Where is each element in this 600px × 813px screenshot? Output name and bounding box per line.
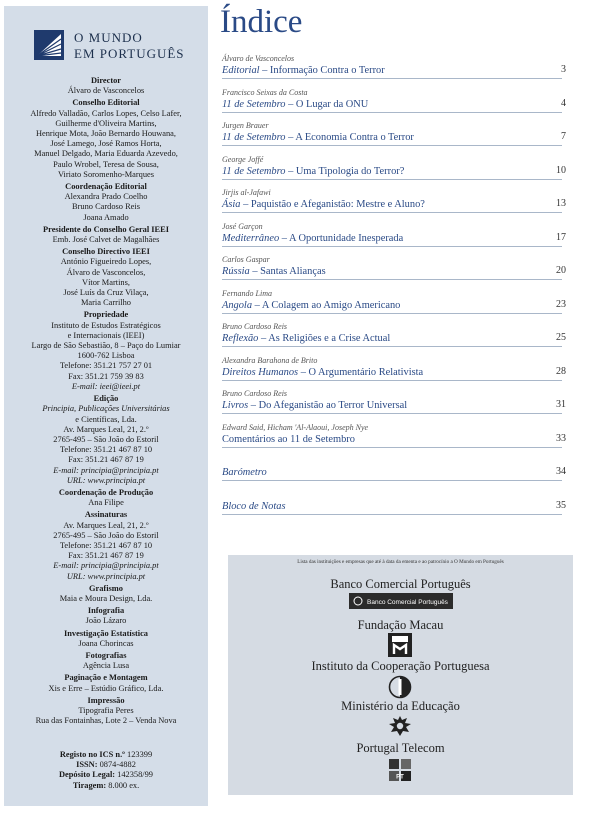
staff-section <box>4 182 208 223</box>
staff-line: Álvaro de Vasconcelos, <box>66 267 146 277</box>
staff-section-title: Infografia <box>87 606 125 616</box>
toc-entry[interactable] <box>222 155 570 189</box>
toc-title-line: Ásia – Paquistão e Afeganistão: Mestre e Aluno? <box>222 199 425 210</box>
toc-article-title: O Argumentário Relativista <box>308 366 424 378</box>
staff-line: Telefone: 351.21 757 27 01 <box>59 361 153 371</box>
staff-section-title: Investigação Estatística <box>64 628 148 638</box>
toc-page-number: 31 <box>556 399 566 410</box>
toc-section: Editorial <box>222 65 260 76</box>
staff-line: Telefone: 351.21 467 87 10 <box>59 445 153 455</box>
staff-line: Bruno Cardoso Reis <box>72 202 140 212</box>
staff-section-title: Coordenação Editorial <box>65 182 147 192</box>
staff-section-title: Fotografias <box>85 650 127 660</box>
staff-line: URL: www.principia.pt <box>66 475 146 485</box>
logo-line-2: EM PORTUGUÊS <box>74 46 185 61</box>
staff-section <box>4 510 208 581</box>
staff-line: Tipografia Peres <box>78 705 134 715</box>
toc-entry[interactable] <box>222 88 570 122</box>
staff-section <box>4 696 208 727</box>
toc-page-number: 33 <box>556 432 566 444</box>
toc-divider <box>222 279 562 280</box>
staff-section-title: Director <box>90 76 122 85</box>
globe-logo-icon <box>34 30 64 60</box>
toc-article-title: Paquistão e Afeganistão: Mestre e Aluno? <box>250 199 425 210</box>
toc-title-line: 11 de Setembro – O Lugar da ONU <box>222 98 369 110</box>
toc-title-line: Livros – Do Afeganistão ao Terror Universal <box>222 400 408 411</box>
toc-title-line: Angola – A Colagem ao Amigo Americano <box>222 299 401 311</box>
staff-line: Alfredo Valladão, Carlos Lopes, Celso Lafer, <box>30 108 182 118</box>
logo-line-1: O MUNDO <box>74 30 143 45</box>
toc-page-number: 13 <box>556 198 566 209</box>
toc-divider <box>222 480 562 481</box>
toc-author: Jurgen Brauer <box>222 121 269 130</box>
toc-author: José Garçon <box>222 221 263 231</box>
toc-author: Alexandra Barahona de Brito <box>222 355 318 365</box>
toc-page-number: 10 <box>556 164 566 176</box>
staff-line: Álvaro de Vasconcelos <box>67 86 145 96</box>
toc-article-title: A Economia Contra o Terror <box>295 132 414 143</box>
sponsor-bcp: Banco Comercial Português <box>330 577 471 591</box>
staff-list <box>4 76 208 728</box>
toc-entry[interactable] <box>222 322 570 356</box>
toc-divider <box>222 179 562 180</box>
staff-line: 2765-495 – São João do Estoril <box>53 434 159 444</box>
toc-divider <box>222 145 562 146</box>
staff-section <box>4 225 208 245</box>
staff-line: Principia, Publicações Universitárias <box>42 404 170 414</box>
staff-line: Fax: 351.21 759 39 83 <box>68 371 144 381</box>
sponsor-fundacao-macau: Fundação Macau <box>357 618 444 632</box>
portugal-telecom-logo-icon <box>389 759 411 786</box>
toc-page-number: 4 <box>561 97 566 109</box>
registration-info <box>4 750 208 791</box>
toc-section: Barómetro <box>222 467 267 478</box>
staff-line: Viriato Soromenho-Marques <box>57 169 155 179</box>
toc-author: Bruno Cardoso Reis <box>222 322 288 331</box>
sponsor-ministerio-educacao: Ministério da Educação <box>341 699 460 713</box>
bcp-logo-text: Banco Comercial Português <box>367 599 448 606</box>
toc-divider <box>222 514 562 515</box>
toc-entry[interactable] <box>222 188 570 222</box>
staff-section-title: Impressão <box>87 695 125 705</box>
registration-label: ISSN: <box>76 760 98 770</box>
sponsors-intro: Lista das instituições e empresas que até à data da ementa e ao patrocínio a O Mundo em Português <box>297 559 504 565</box>
staff-line: José Luís da Cruz Vilaça, <box>63 288 149 298</box>
staff-line: E-mail: principia@principia.pt <box>53 561 159 571</box>
toc-entry[interactable] <box>222 356 570 390</box>
registration-label: Tiragem: <box>72 780 107 790</box>
toc-article-title: Do Afeganistão ao Terror Universal <box>258 400 408 411</box>
registration-label: Registo no ICS n.º <box>59 750 125 759</box>
toc-entry[interactable] <box>222 389 570 423</box>
toc-entry[interactable] <box>222 456 570 490</box>
toc-divider <box>222 380 562 381</box>
toc-title-line <box>222 434 355 445</box>
staff-line: José Lamego, José Ramos Horta, <box>50 139 162 149</box>
staff-section-title: Presidente do Conselho Geral IEEI <box>43 224 169 234</box>
staff-section-title: Edição <box>93 394 119 404</box>
registration-value: 142358/99 <box>117 770 153 780</box>
staff-line: URL: www.principia.pt <box>66 571 146 581</box>
staff-line: Manuel Delgado, Maria Eduarda Azevedo, <box>34 149 178 159</box>
toc-article-title: Comentários ao 11 de Setembro <box>222 433 355 445</box>
staff-section-title: Assinaturas <box>84 510 128 520</box>
staff-line: Av. Marques Leal, 21, 2.º <box>63 424 149 434</box>
toc-title-line: Mediterrâneo – A Oportunidade Inesperada <box>222 232 404 244</box>
toc-author: George Joffé <box>222 154 264 164</box>
toc-page-number: 23 <box>556 298 566 310</box>
toc-section: Livros <box>222 400 249 411</box>
toc-article-title: Informação Contra o Terror <box>269 65 385 76</box>
toc-section: Bloco de Notas <box>222 500 286 512</box>
staff-line: E-mail: ieei@ieei.pt <box>71 381 141 391</box>
staff-section <box>4 651 208 671</box>
toc-section: 11 de Setembro <box>222 132 286 143</box>
staff-section-title: Propriedade <box>83 310 129 320</box>
toc-article-title: Santas Alianças <box>260 266 326 277</box>
toc-title-line: Direitos Humanos – O Argumentário Relativista <box>222 366 424 378</box>
table-of-contents <box>222 54 570 523</box>
staff-line: Emb. José Calvet de Magalhães <box>52 235 160 245</box>
sponsors-box <box>228 555 573 795</box>
sponsor-icp: Instituto da Cooperação Portuguesa <box>311 659 490 673</box>
toc-article-title: Uma Tipologia do Terror? <box>295 165 405 177</box>
toc-entry[interactable] <box>222 289 570 323</box>
staff-section <box>4 310 208 392</box>
toc-section: Angola <box>222 299 253 311</box>
registration-value: 8.000 ex. <box>108 780 140 790</box>
sponsor-portugal-telecom: Portugal Telecom <box>356 741 445 755</box>
staff-section <box>4 247 208 308</box>
toc-title-line <box>222 467 267 478</box>
staff-line: Telefone: 351.21 467 87 10 <box>59 540 153 550</box>
toc-divider <box>222 246 562 247</box>
toc-entry[interactable] <box>222 490 570 524</box>
toc-title-line: Reflexão – As Religiões e a Crise Actual <box>222 333 391 344</box>
staff-line: e Internacionais (IEEI) <box>67 330 145 340</box>
index-title: Índice <box>220 4 303 40</box>
staff-line: Xis e Erre – Estúdio Gráfico, Lda. <box>48 683 164 693</box>
toc-title-line: Editorial – Informação Contra o Terror <box>222 65 385 76</box>
staff-section <box>4 629 208 649</box>
toc-author: Francisco Seixas da Costa <box>222 87 308 97</box>
staff-line: Ana Filipe <box>88 498 124 508</box>
toc-author: Carlos Gaspar <box>222 255 270 264</box>
staff-section-title: Paginação e Montagem <box>64 673 148 683</box>
bcp-logo <box>349 593 453 614</box>
staff-section <box>4 606 208 626</box>
staff-line: Guilherme d'Oliveira Martins, <box>55 118 157 128</box>
toc-divider <box>222 313 562 314</box>
toc-article-title: O Lugar da ONU <box>295 98 369 110</box>
staff-line: Vítor Martins, <box>82 277 130 287</box>
toc-page-number: 34 <box>556 466 566 477</box>
staff-line: Alexandra Prado Coelho <box>64 192 148 202</box>
toc-title-line: 11 de Setembro – Uma Tipologia do Terror? <box>222 165 405 177</box>
toc-page-number: 20 <box>556 265 566 276</box>
toc-divider <box>222 413 562 414</box>
staff-section <box>4 394 208 486</box>
toc-section: Mediterrâneo <box>222 232 280 244</box>
staff-section <box>4 76 208 96</box>
staff-line: Av. Marques Leal, 21, 2.º <box>63 520 149 530</box>
toc-divider <box>222 346 562 347</box>
staff-line: Rua das Fontainhas, Lote 2 – Venda Nova <box>35 716 177 726</box>
toc-page-number: 17 <box>556 231 566 243</box>
registration-label: Depósito Legal: <box>59 770 116 780</box>
toc-article-title: As Religiões e a Crise Actual <box>268 333 391 344</box>
staff-line: António Figueiredo Lopes, <box>60 257 152 267</box>
staff-line: Paulo Wrobel, Teresa de Sousa, <box>53 159 159 169</box>
toc-title-line: 11 de Setembro – A Economia Contra o Terror <box>222 132 414 143</box>
toc-page-number: 25 <box>556 332 566 343</box>
staff-line: Fax: 351.21 467 87 19 <box>68 551 144 561</box>
toc-author: Fernando Lima <box>222 288 272 298</box>
staff-line: e Científicas, Lda. <box>75 414 137 424</box>
toc-article-title: A Colagem ao Amigo Americano <box>261 299 401 311</box>
staff-line: Maria Carrilho <box>80 298 131 308</box>
registration-line <box>4 781 208 791</box>
registration-value: 0874-4882 <box>99 760 136 770</box>
staff-section <box>4 488 208 508</box>
toc-page-number: 28 <box>556 365 566 377</box>
staff-line: Joana Amado <box>83 212 129 222</box>
staff-section <box>4 584 208 604</box>
staff-section-title: Conselho Editorial <box>72 98 140 108</box>
staff-section-title: Grafismo <box>89 583 123 593</box>
toc-section: Rússia <box>222 266 250 277</box>
toc-divider <box>222 112 562 113</box>
registration-line <box>4 770 208 780</box>
staff-section <box>4 673 208 693</box>
toc-section: 11 de Setembro <box>222 165 286 177</box>
toc-article-title: A Oportunidade Inesperada <box>288 232 404 244</box>
pt-logo-text: PT <box>396 774 404 781</box>
fundacao-macau-logo-icon <box>388 633 412 662</box>
toc-entry[interactable] <box>222 255 570 289</box>
toc-page-number: 7 <box>561 131 566 142</box>
staff-line: E-mail: principia@principia.pt <box>53 465 159 475</box>
ministerio-educacao-crest-icon <box>386 714 414 743</box>
toc-section: 11 de Setembro <box>222 98 286 110</box>
magazine-logo <box>34 28 214 64</box>
toc-divider <box>222 447 562 448</box>
toc-entry[interactable] <box>222 121 570 155</box>
staff-line: Fax: 351.21 467 87 19 <box>68 455 144 465</box>
toc-section: Reflexão <box>222 333 259 344</box>
toc-section: Direitos Humanos <box>222 366 299 378</box>
staff-line: Instituto de Estudos Estratégicos <box>51 320 161 330</box>
staff-line: Agência Lusa <box>82 661 130 671</box>
registration-line <box>4 750 208 760</box>
staff-line: 1600-762 Lisboa <box>77 351 135 361</box>
toc-entry[interactable] <box>222 222 570 256</box>
toc-title-line <box>222 501 286 512</box>
toc-page-number: 3 <box>561 64 566 75</box>
staff-section-title: Conselho Directivo IEEI <box>62 247 150 257</box>
staff-line: Maia e Moura Design, Lda. <box>59 593 153 603</box>
staff-line: Joana Chorincas <box>78 638 134 648</box>
masthead-sidebar <box>4 6 208 806</box>
staff-line: Henrique Mota, João Bernardo Houwana, <box>35 129 176 139</box>
toc-author: Edward Said, Hicham 'Al-Alaoui, Joseph Nye <box>222 422 369 432</box>
toc-author: Jirjis al-Jafawi <box>222 188 271 197</box>
toc-page-number: 35 <box>556 499 566 511</box>
toc-entry[interactable] <box>222 423 570 457</box>
registration-value: 123399 <box>127 750 153 759</box>
toc-title-line: Rússia – Santas Alianças <box>222 266 326 277</box>
toc-divider <box>222 212 562 213</box>
toc-section: Ásia <box>222 199 241 210</box>
registration-line <box>4 760 208 770</box>
toc-author: Álvaro de Vasconcelos <box>222 54 295 63</box>
staff-section-title: Coordenação de Produção <box>58 487 154 497</box>
staff-line: 2765-495 – São João do Estoril <box>53 530 159 540</box>
staff-line: Largo de São Sebastião, 8 – Paço do Lumiar <box>31 341 181 351</box>
staff-line: João Lázaro <box>85 616 127 626</box>
toc-author: Bruno Cardoso Reis <box>222 389 288 398</box>
staff-section <box>4 98 208 180</box>
toc-entry[interactable] <box>222 54 570 88</box>
toc-divider <box>222 78 562 79</box>
